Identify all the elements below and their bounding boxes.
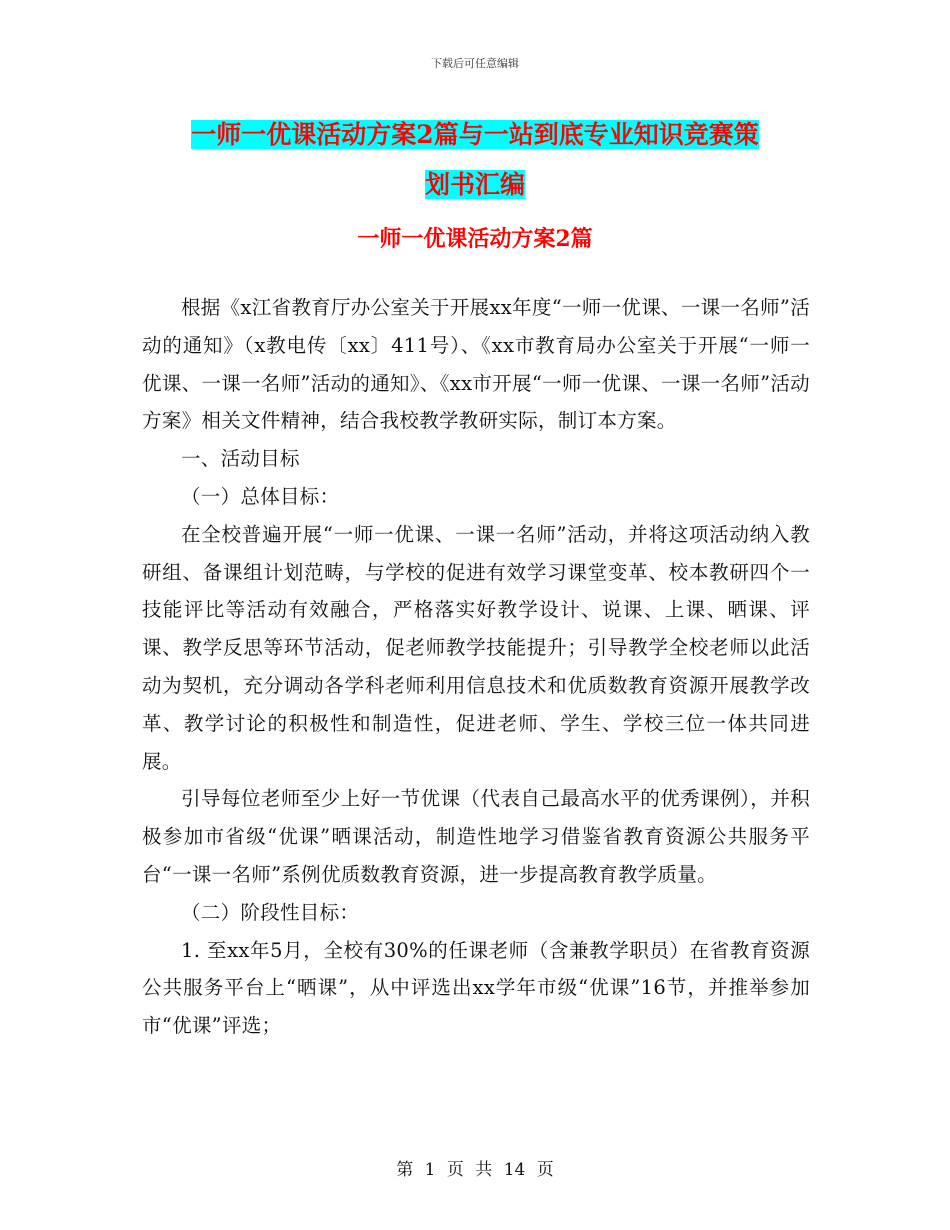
document-title-line-1: 一师一优课活动方案2篇与一站到底专业知识竞赛策 [191, 120, 759, 149]
section-title: 一师一优课活动方案2篇 [357, 226, 593, 252]
paragraph-guidance: 引导每位老师至少上好一节优课（代表自己最高水平的优秀课例），并积极参加市省级“优课”晒课活动，制造性地学习借鉴省教育资源公共服务平台“一课一名师”系例优质数教育资源，进一步提高教育教学质量。 [142, 787, 810, 886]
document-title [145, 110, 805, 210]
header-note: 下载后可任意编辑 [431, 57, 519, 70]
heading-activity-goals: 一、活动目标 [181, 447, 300, 471]
page-number: 第 1 页 共 14 页 [396, 1160, 554, 1180]
heading-stage-goals: （二）阶段性目标： [181, 900, 360, 924]
heading-overall-goals: （一）总体目标： [181, 484, 340, 508]
document-body [142, 289, 810, 1045]
paragraph-stage-goal-1: 1. 至xx年5月，全校有30%的任课老师（含兼教学职员）在省教育资源公共服务平台上“晒课”，从中评选出xx学年市级“优课”16节，并推举参加市“优课”评选； [142, 938, 810, 1038]
paragraph-overall-goals: 在全校普遍开展“一师一优课、一课一名师”活动，并将这项活动纳入教研组、备课组计划范畴，与学校的促进有效学习课堂变革、校本教研四个一技能评比等活动有效融合，严格落实好教学设计、说课、上课、晒课、评课、教学反思等环节活动，促老师教学技能提升；引导教学全校老师以此活动为契机，充分调动各学科老师利用信息技术和优质数教育资源开展教学改革、教学讨论的积极性和制造性，促进老师、学生、学校三位一体共同进展。 [142, 522, 810, 773]
paragraph-intro: 根据《x江省教育厅办公室关于开展xx年度“一师一优课、一课一名师”活动的通知》（x教电传〔xx〕411号）、《xx市教育局办公室关于开展“一师一优课、一课一名师”活动的通知》、《xx市开展“一师一优课、一课一名师”活动方案》相关文件精神，结合我校教学教研实际，制订本方案。 [142, 296, 810, 433]
document-title-line-2: 划书汇编 [424, 170, 525, 199]
